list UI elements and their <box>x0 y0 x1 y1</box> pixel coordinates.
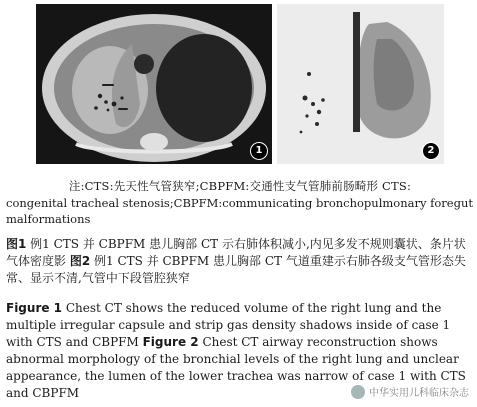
figure-panels <box>0 4 477 164</box>
fig2-text-cn: 例1 CTS 并 CBPFM 患儿胸部 CT 气道重建示右肺各级支气管形态失常、显示不清,气管中下段管腔狭窄 <box>6 254 466 285</box>
fig1-label-cn: 图1 <box>6 237 27 251</box>
figure-caption-cn <box>6 236 474 287</box>
wechat-logo-icon <box>351 385 365 399</box>
ct-airway-reconstruction-image <box>277 4 444 164</box>
abbreviation-note-en: congenital tracheal stenosis;CBPFM:communicating bronchopulmonary foregut malformations <box>6 196 473 226</box>
airway-reconstruction-graphic <box>277 4 444 164</box>
fig1-text-cn: 例1 CTS 并 CBPFM 患儿胸部 CT 示右肺体积减小,内见多发不规则囊状、条片状气体密度影 <box>6 237 466 268</box>
fig2-label-en: Figure 2 <box>142 335 199 349</box>
fig2-text-en: Chest CT airway reconstruction shows abnormal morphology of the bronchial levels of the right lung and unclear appearance, the lumen of the lower trachea was narrow of case 1 with CTS and CBPFM <box>6 335 466 400</box>
fig2-label-cn: 图2 <box>69 254 91 268</box>
watermark-text: 中华实用儿科临床杂志 <box>369 388 469 399</box>
journal-watermark <box>351 384 469 399</box>
fig1-label-en: Figure 1 <box>6 301 63 315</box>
ct-axial-graphic <box>36 4 272 164</box>
abbreviation-note-cn: 注:CTS:先天性气管狭窄;CBPFM:交通性支气管肺前肠畸形 CTS: <box>68 179 412 193</box>
ct-axial-image <box>36 4 272 164</box>
fig1-text-en: Chest CT shows the reduced volume of the right lung and the multiple irregular capsule and strip gas density shadows inside of case 1 with CTS and CBPFM <box>6 301 451 349</box>
panel-1-badge: 1 <box>250 142 268 160</box>
panel-2-badge: 2 <box>422 142 440 160</box>
